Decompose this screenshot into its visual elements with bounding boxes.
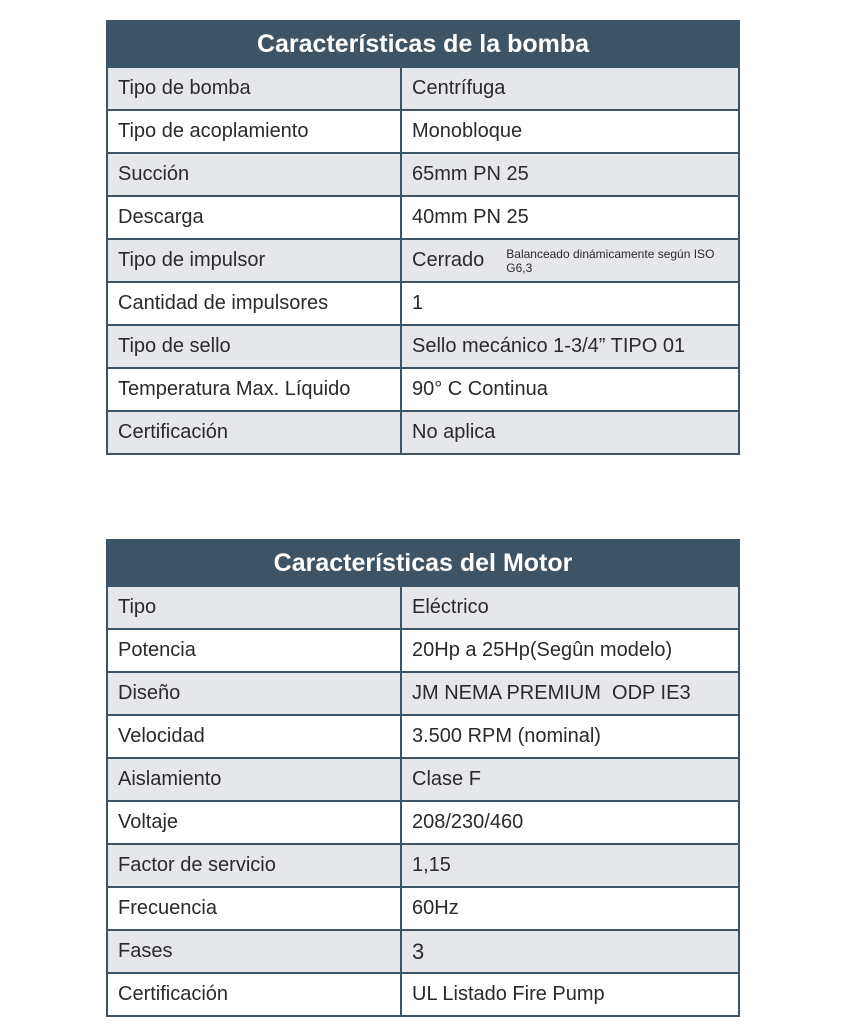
row-value: 20Hp a 25Hp(Segûn modelo) xyxy=(412,639,673,661)
row-value: Eléctrico xyxy=(412,596,489,618)
row-value: 3 xyxy=(412,938,425,964)
row-value-text: Cerrado xyxy=(412,249,485,271)
table-row xyxy=(108,843,738,886)
pump-table-title: Características de la bomba xyxy=(108,22,738,66)
row-value: Clase F xyxy=(412,768,481,790)
row-label: Frecuencia xyxy=(108,888,402,929)
table-row xyxy=(108,800,738,843)
row-label: Tipo de impulsor xyxy=(108,240,402,281)
table-row xyxy=(108,628,738,671)
row-value: 90° C Continua xyxy=(412,378,548,400)
table-row xyxy=(108,410,738,453)
row-value: Monobloque xyxy=(412,120,523,142)
table-row xyxy=(108,281,738,324)
table-row xyxy=(108,929,738,972)
row-label: Factor de servicio xyxy=(108,845,402,886)
row-label: Tipo de sello xyxy=(108,326,402,367)
row-label: Tipo xyxy=(108,587,402,628)
motor-table-title: Características del Motor xyxy=(108,541,738,585)
row-value: JM NEMA PREMIUM ODP IE3 xyxy=(412,682,691,704)
row-value: Sello mecánico 1-3/4” TIPO 01 xyxy=(412,335,686,357)
row-label: Succión xyxy=(108,154,402,195)
table-row xyxy=(108,66,738,109)
row-value: Centrífuga xyxy=(412,77,506,99)
row-value: No aplica xyxy=(412,421,496,443)
row-value: UL Listado Fire Pump xyxy=(412,983,605,1005)
row-value xyxy=(402,240,738,281)
row-label: Tipo de bomba xyxy=(108,68,402,109)
table-row xyxy=(108,757,738,800)
row-label: Certificación xyxy=(108,974,402,1015)
row-label: Voltaje xyxy=(108,802,402,843)
table-row xyxy=(108,972,738,1015)
table-row xyxy=(108,238,738,281)
row-label: Cantidad de impulsores xyxy=(108,283,402,324)
row-label: Certificación xyxy=(108,412,402,453)
row-label: Velocidad xyxy=(108,716,402,757)
pump-characteristics-table xyxy=(106,20,740,455)
motor-characteristics-table xyxy=(106,539,740,1017)
table-row xyxy=(108,195,738,238)
row-value: 1,15 xyxy=(412,854,451,876)
table-row xyxy=(108,714,738,757)
row-value: 60Hz xyxy=(412,897,459,919)
row-label: Temperatura Max. Líquido xyxy=(108,369,402,410)
table-row xyxy=(108,324,738,367)
row-label: Potencia xyxy=(108,630,402,671)
table-row xyxy=(108,886,738,929)
row-label: Descarga xyxy=(108,197,402,238)
table-row xyxy=(108,152,738,195)
row-value: 1 xyxy=(412,292,424,314)
row-value: 208/230/460 xyxy=(412,811,524,833)
row-value: 65mm PN 25 xyxy=(412,163,529,185)
row-value: 3.500 RPM (nominal) xyxy=(412,725,601,747)
row-label: Aislamiento xyxy=(108,759,402,800)
row-label: Diseño xyxy=(108,673,402,714)
row-note: Balanceado dinámicamente según ISO G6,3 xyxy=(506,246,715,275)
row-label: Tipo de acoplamiento xyxy=(108,111,402,152)
table-row xyxy=(108,585,738,628)
row-value: 40mm PN 25 xyxy=(412,206,529,228)
table-row xyxy=(108,109,738,152)
table-row xyxy=(108,367,738,410)
table-row xyxy=(108,671,738,714)
row-label: Fases xyxy=(108,931,402,972)
